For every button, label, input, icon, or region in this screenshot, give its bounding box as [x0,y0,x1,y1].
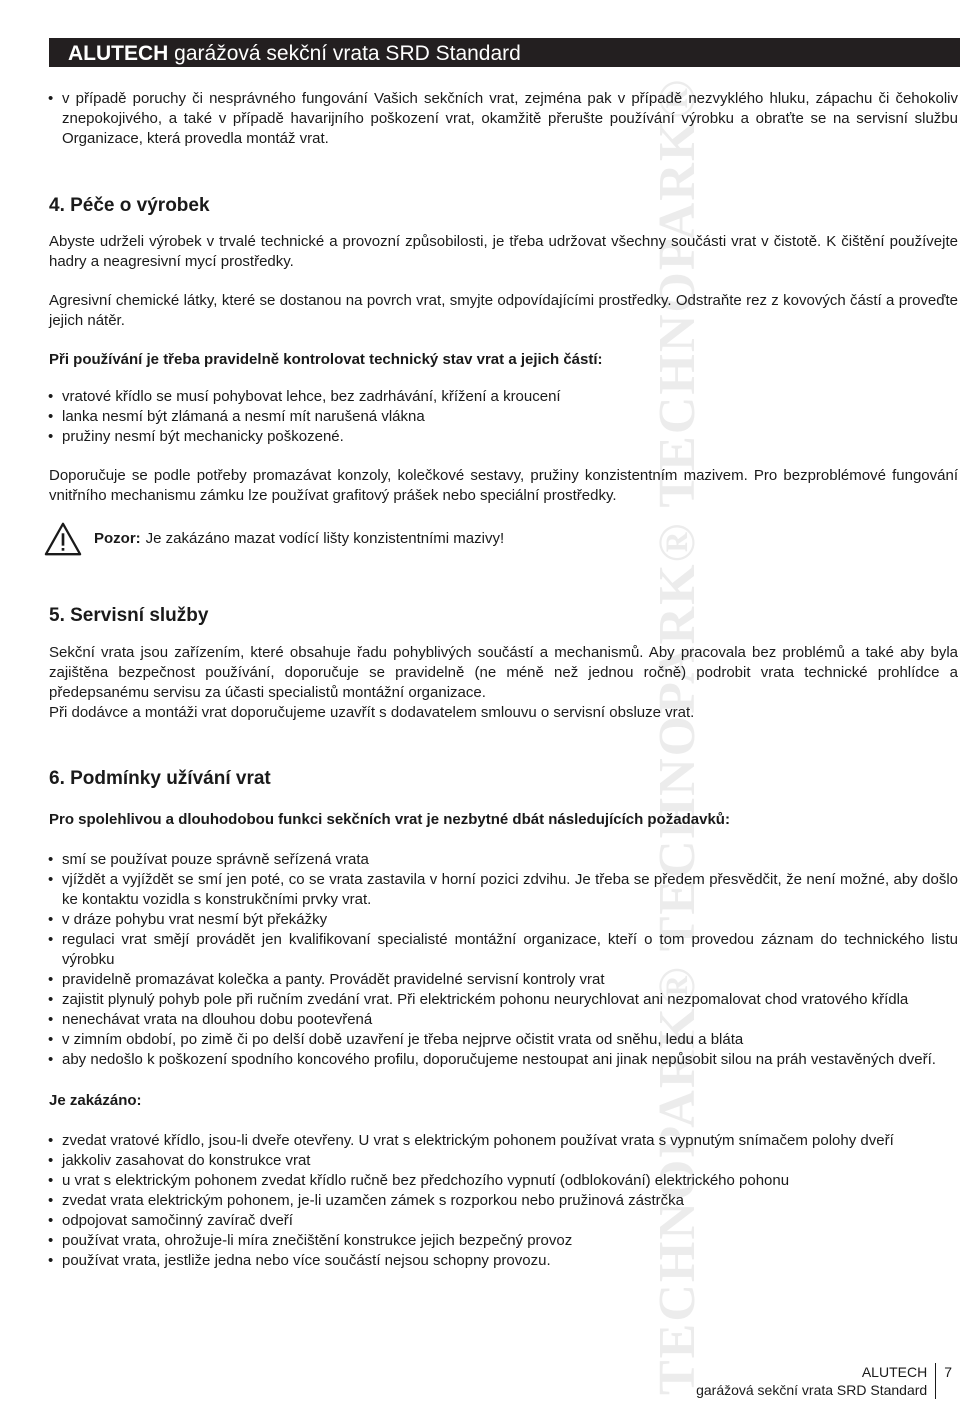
section-5-heading: 5. Servisní služby [49,605,209,626]
forbidden-item: • u vrat s elektrickým pohonem zvedat křídlo ručně bez předchozího vypnutí (odblokování) elektrického pohonu [49,1171,958,1191]
section-4-paragraph-1: Abyste udrželi výrobek v trvalé technické a provozní způsobilosti, je třeba udržovat všechny součásti vrat v čistotě. K čištění používejte hadry a neagresivní mycí prostředky. [49,233,958,270]
check-heading: Při používání je třeba pravidelně kontrolovat technický stav vrat a jejich částí: [49,351,603,368]
forbidden-item: • zvedat vrata elektrickým pohonem, je-li uzamčen zámek s rozporkou nebo pružinová zástrčka [49,1191,958,1211]
forbidden-item: • používat vrata, ohrožuje-li míra znečištění konstrukce jejich bezpečný provoz [49,1231,958,1251]
forbidden-list [49,1131,958,1271]
page-footer [696,1363,952,1399]
warning-triangle-icon [44,521,82,557]
section-4-paragraph-3: Doporučuje se podle potřeby promazávat konzoly, kolečkové sestavy, pružiny konzistentním mazivem. Pro bezproblémové fungování vnitřního mechanismu zámku lze používat grafitový prášek nebo speciální prostředky. [49,467,958,504]
watermark: TECHNOPARK® TECHNOPARK® TECHNOPARK® [649,77,706,1395]
forbidden-item: • zvedat vratové křídlo, jsou-li dveře otevřeny. U vrat s elektrickým pohonem používat vrata s vypnutým snímačem polohy dveří [49,1131,958,1151]
requirement-item: • zajistit plynulý pohyb pole při ručním zvedání vrat. Při elektrickém pohonu neurychlovat ani nezpomalovat chod vratového křídla [49,990,958,1010]
section-5-paragraph-1: Sekční vrata jsou zařízením, které obsahuje řadu pohyblivých součástí a mechanismů. Aby pracovala bez problémů a také aby byla zajištěna bezpečnost používání, doporučuje se pravidelně (ne méně než jednou ročně) podrobit vrata technické prohlídce a předepsanému servisu za účasti specialistů montážní organizace. [49,644,958,701]
footer-text [696,1363,936,1399]
check-item: • pružiny nesmí být mechanicky poškozené. [49,427,958,447]
section-4-heading: 4. Péče o výrobek [49,195,210,216]
header-subtitle: garážová sekční vrata SRD Standard [168,42,521,65]
warning-label: Pozor: [94,530,141,547]
requirement-item: • vjíždět a vyjíždět se smí jen poté, co se vrata zastavila v horní pozici zdvihu. Je třeba se předem přesvědčit, že není možné, aby došlo ke kontaktu vozidla s konstrukčními prvky vrat. [49,870,958,910]
forbidden-item: • používat vrata, jestliže jedna nebo více součástí nejsou schopny provozu. [49,1251,958,1271]
requirement-item: • aby nedošlo k poškození spodního koncového profilu, doporučujeme nestoupat ani jinak nepůsobit silou na práh vestavěných dveří. [49,1050,958,1070]
warning-text: Je zakázáno mazat vodící lišty konzistentními mazivy! [145,530,505,547]
requirement-item: • regulaci vrat smějí provádět jen kvalifikovaní specialisté montážní organizace, kteří o tom provedou záznam do technického listu výrobku [49,930,958,970]
section-6-heading: 6. Podmínky užívání vrat [49,768,271,789]
footer-product: garážová sekční vrata SRD Standard [696,1382,928,1398]
section-6-intro: Pro spolehlivou a dlouhodobou funkci sekčních vrat je nezbytné dbát následujících požadavků: [49,811,730,828]
requirement-item: • v zimním období, po zimě či po delší době uzavření je třeba nejprve očistit vrata od sněhu, ledu a bláta [49,1030,958,1050]
forbidden-item: • odpojovat samočinný zavírač dveří [49,1211,958,1231]
warning-block [49,519,958,559]
forbidden-heading: Je zakázáno: [49,1092,142,1109]
requirements-list [49,850,958,1070]
check-item: • lanka nesmí být zlámaná a nesmí mít narušená vlákna [49,407,958,427]
check-item: • vratové křídlo se musí pohybovat lehce, bez zadrhávání, křížení a kroucení [49,387,958,407]
requirement-item: • smí se používat pouze správně seřízená vrata [49,850,958,870]
intro-list [49,89,958,149]
forbidden-item: • jakkoliv zasahovat do konstrukce vrat [49,1151,958,1171]
footer-brand: ALUTECH [861,1364,928,1380]
intro-item: • v případě poruchy či nesprávného fungování Vašich sekčních vrat, zejména pak v případě nezvyklého hluku, zápachu či čehokoliv znepokojivého, a také v případě havarijního poškození vrat, okamžitě přerušte používání výrobku a obraťte se na servisní službu Organizace, která provedla montáž vrat. [49,89,958,149]
requirement-item: • v dráze pohybu vrat nesmí být překážky [49,910,958,930]
page-content [49,89,958,1271]
check-list [49,387,958,447]
requirement-item: • nenechávat vrata na dlouhou dobu pootevřená [49,1010,958,1030]
page-number: 7 [944,1364,952,1380]
requirement-item: • pravidelně promazávat kolečka a panty. Provádět pravidelné servisní kontroly vrat [49,970,958,990]
section-5-paragraph-2: Při dodávce a montáži vrat doporučujeme uzavřít s dodavatelem smlouvu o servisní obsluze vrat. [49,704,695,721]
section-4-paragraph-2: Agresivní chemické látky, které se dostanou na povrch vrat, smyjte odpovídajícími prostředky. Odstraňte rez z kovových částí a proveďte jejich nátěr. [49,292,958,329]
header-bar [49,38,960,67]
header-brand: ALUTECH [68,42,169,65]
